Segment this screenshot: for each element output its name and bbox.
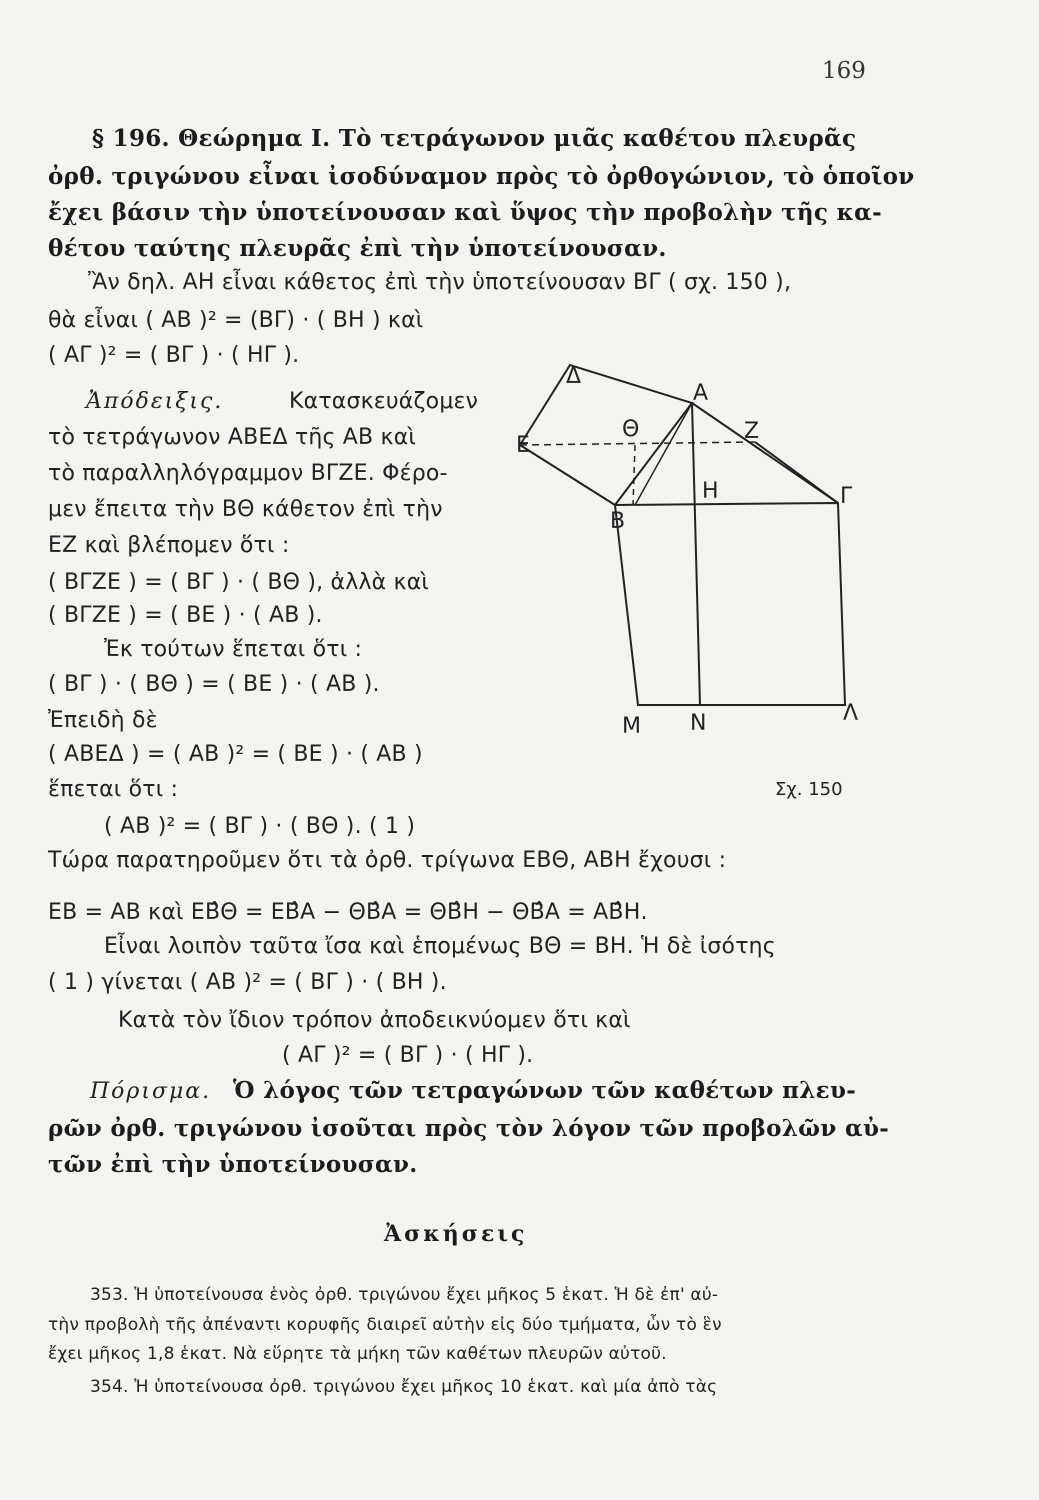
exercise-line: τὴν προβολὴ τῆς ἀπέναντι κορυφῆς διαιρεῖ αὐτὴν εἰς δύο τμήματα, ὧν τὸ ἓν [48, 1315, 722, 1335]
statement-line: θὰ εἶναι ( ΑΒ )² = (ΒΓ) · ( ΒΗ ) καὶ [48, 308, 424, 333]
proof-line: ( ΒΓ ) · ( ΒΘ ) = ( ΒΕ ) · ( ΑΒ ). [48, 672, 380, 697]
figure-150 [515, 350, 875, 800]
proof-line: Ἐπειδὴ δὲ [48, 708, 158, 733]
altitude-ahn [692, 403, 700, 705]
statement-line: Ἂν δηλ. ΑΗ εἶναι κάθετος ἐπὶ τὴν ὑποτείνουσαν ΒΓ ( σχ. 150 ), [88, 270, 792, 295]
square-abed [520, 365, 692, 505]
corollary-line: τῶν ἐπὶ τὴν ὑποτείνουσαν. [48, 1151, 418, 1178]
exercise-line: 353. Ἡ ὑποτείνουσα ἑνὸς ὀρθ. τριγώνου ἔχει μῆκος 5 ἑκατ. Ἡ δὲ ἐπ' αὐ- [90, 1285, 719, 1305]
statement-line: ( ΑΓ )² = ( ΒΓ ) · ( ΗΓ ). [48, 343, 300, 368]
side-ab-inner [635, 403, 692, 505]
label-nu: Ν [690, 711, 707, 736]
proof-line: Κατὰ τὸν ἴδιον τρόπον ἀποδεικνύομεν ὅτι καὶ [118, 1008, 631, 1033]
side-zg [755, 442, 838, 503]
figure-caption: Σχ. 150 [775, 779, 843, 800]
proof-line: ( ΑΒ )² = ( ΒΓ ) · ( ΒΘ ). ( 1 ) [104, 814, 416, 839]
proof-line: ( 1 ) γίνεται ( ΑΒ )² = ( ΒΓ ) · ( ΒΗ ). [48, 970, 447, 995]
proof-line: Εἶναι λοιπὸν ταῦτα ἴσα καὶ ἑπομένως ΒΘ = ΒΗ. Ἡ δὲ ἰσότης [104, 934, 776, 959]
label-beta: Β [610, 509, 626, 534]
corollary-line: ρῶν ὀρθ. τριγώνου ἰσοῦται πρὸς τὸν λόγον τῶν προβολῶν αὐ- [48, 1115, 890, 1142]
proof-line: μεν ἔπειτα τὴν ΒΘ κάθετον ἐπὶ τὴν [48, 497, 443, 522]
proof-line: Ἐκ τούτων ἕπεται ὅτι : [104, 637, 363, 662]
proof-line: ( ΒΓΖΕ ) = ( ΒΕ ) · ( ΑΒ ). [48, 603, 323, 628]
label-epsilon: Ε [516, 433, 530, 458]
exercise-line: ἔχει μῆκος 1,8 ἑκατ. Νὰ εὕρητε τὰ μήκη τῶν καθέτων πλευρῶν αὐτοῦ. [48, 1344, 667, 1364]
proof-line: τὸ παραλληλόγραμμον ΒΓΖΕ. Φέρο- [48, 461, 448, 486]
proof-line: ( ΑΓ )² = ( ΒΓ ) · ( ΗΓ ). [282, 1043, 534, 1068]
theorem-line: § 196. Θεώρημα Ι. Τὸ τετράγωνον μιᾶς καθέτου πλευρᾶς [92, 125, 857, 152]
label-zeta: Ζ [744, 419, 760, 444]
proof-line: ( ΒΓΖΕ ) = ( ΒΓ ) · ( ΒΘ ), ἀλλὰ καὶ [48, 570, 430, 595]
label-eta: Η [702, 479, 719, 504]
dashed-line-ez [520, 442, 755, 445]
label-theta: Θ [622, 417, 640, 442]
theorem-line: ἔχει βάσιν τὴν ὑποτείνουσαν καὶ ὕψος τὴν προβολὴν τῆς κα- [48, 199, 882, 226]
label-lambda: Λ [843, 701, 859, 726]
proof-label: Ἀπόδειξις. [86, 389, 224, 414]
proof-line: τὸ τετράγωνον ΑΒΕΔ τῆς ΑΒ καὶ [48, 425, 417, 450]
proof-line: Τώρα παρατηροῦμεν ὅτι τὰ ὀρθ. τρίγωνα ΕΒΘ, ΑΒΗ ἔχουσι : [48, 848, 727, 873]
label-gamma: Γ [840, 484, 853, 509]
proof-line: ( ΑΒΕΔ ) = ( ΑΒ )² = ( ΒΕ ) · ( ΑΒ ) [48, 742, 423, 767]
proof-line: ἕπεται ὅτι : [48, 777, 179, 802]
corollary-label: Πόρισμα. [90, 1079, 212, 1104]
label-alpha: Α [693, 381, 709, 406]
page-number: 169 [822, 58, 866, 84]
exercise-line: 354. Ἡ ὑποτείνουσα ὀρθ. τριγώνου ἔχει μῆκος 10 ἑκατ. καὶ μία ἀπὸ τὰς [90, 1377, 718, 1397]
dashed-line-btheta [633, 445, 635, 505]
corollary-line: Ὁ λόγος τῶν τετραγώνων τῶν καθέτων πλευ- [233, 1077, 857, 1104]
proof-line: ΕΒ = ΑΒ καὶ ΕΒ̂Θ = ΕΒ̂Α − ΘΒ̂Α = ΘΒ̂Η − ΘΒ̂Α = ΑΒ̂Η. [48, 900, 648, 925]
label-mu: Μ [622, 714, 641, 739]
theorem-line: θέτου ταύτης πλευρᾶς ἐπὶ τὴν ὑποτείνουσαν. [48, 235, 667, 262]
square-bglm [615, 503, 845, 705]
proof-line: Κατασκευάζομεν [289, 389, 479, 414]
label-delta: Δ [566, 364, 582, 389]
proof-line: ΕΖ καὶ βλέπομεν ὅτι : [48, 533, 290, 558]
theorem-line: ὀρθ. τριγώνου εἶναι ἰσοδύναμον πρὸς τὸ ὀρθογώνιον, τὸ ὁποῖον [48, 163, 915, 190]
exercises-heading: Ἀσκήσεις [384, 1221, 528, 1247]
